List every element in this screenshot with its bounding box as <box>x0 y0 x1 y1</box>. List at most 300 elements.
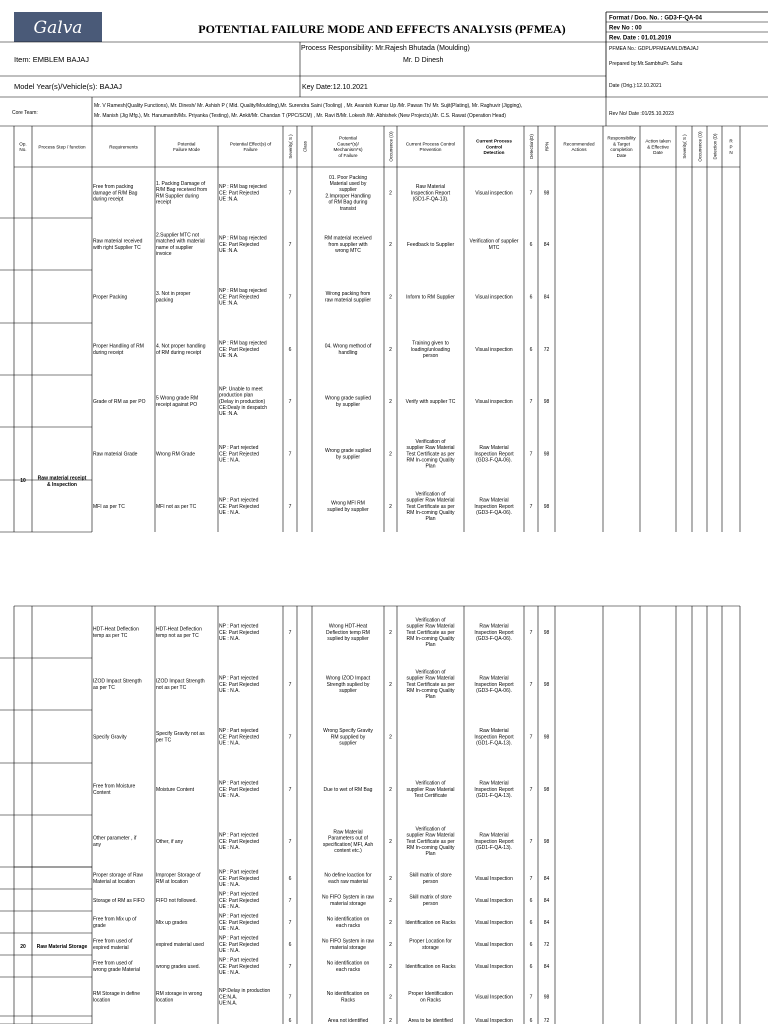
detection-value: 6 <box>529 941 533 948</box>
failure-mode-text: receipt against PO <box>156 401 198 408</box>
detection-text: Visual Inspection <box>475 994 513 1001</box>
detection-value: 7 <box>529 503 533 510</box>
failure-mode-text: matched with material <box>156 238 205 245</box>
detection-value: 6 <box>529 897 533 904</box>
rpn-value: 98 <box>543 190 550 197</box>
model-label: Model Year(s)/Vehicle(s): BAJAJ <box>14 82 122 91</box>
detection-text: Visual Inspection <box>475 897 513 904</box>
effect-text: NP : Part rejected <box>219 728 259 735</box>
prevention-text: Plan <box>425 463 436 470</box>
cause-text: Wrong Specify Gravity <box>323 728 373 735</box>
prevention-text: Feedback to Supplier <box>406 241 455 248</box>
cause-text: Area not identified <box>327 1017 369 1024</box>
process-step: Raw Material Storage <box>36 943 88 950</box>
effect-text: CE: Part Rejected <box>219 838 260 845</box>
failure-mode-text: 2.Supplier MTC not <box>156 232 200 239</box>
prevention-text: Verification of <box>415 438 446 445</box>
occurrence-value: 2 <box>389 346 392 353</box>
effect-text: UE : N.A. <box>219 740 240 747</box>
requirement-text: during receipt <box>93 196 124 203</box>
requirement-text: with right Supplier TC <box>93 244 141 251</box>
requirement-text: Grade of RM as per PO <box>93 398 146 405</box>
rpn-value: 98 <box>543 786 550 793</box>
occurrence-value: 2 <box>389 963 392 970</box>
column-header: Cause*(s)/ <box>337 141 359 147</box>
column-header: Requirements <box>109 144 138 150</box>
occurrence-value: 2 <box>389 734 392 741</box>
prevention-text: on Racks <box>420 997 441 1004</box>
prevention-text: Test Certificate as per <box>406 681 455 688</box>
cause-text: Strength suplied by <box>326 681 370 688</box>
effect-text: UE : N.A. <box>219 882 240 888</box>
occurrence-value: 2 <box>389 241 392 248</box>
occurrence-value: 2 <box>389 294 392 301</box>
detection-text: Visual inspection <box>475 190 513 197</box>
prevention-text: Plan <box>425 851 436 858</box>
requirement-text: Content <box>93 789 111 796</box>
cause-text: content etc.) <box>334 848 362 855</box>
column-header: Recommended <box>563 141 595 147</box>
core-team-line-2: Mr. Manish (Jig Mfg.), Mr. Hanumanth/Ms. Priyanka (Testing), Mr. Ankit/Mr. Chandan T (PPC/SCM) , Mr. Ravi B/Mr. Lokesh /Mr. Abhishek (New Projects),Mr. C.S. Rawat (Operation Head) <box>94 113 506 119</box>
failure-mode-text: R/M Bag received from <box>156 187 208 194</box>
column-header: Mechanism*s) <box>333 147 363 153</box>
failure-mode-text: RM Supplier during <box>156 193 199 200</box>
cause-text: No identification on <box>326 991 370 998</box>
effect-text: NP : Part rejected <box>219 869 259 876</box>
detection-text: Visual Inspection <box>475 941 513 948</box>
effect-text: CE: Part Rejected <box>219 786 260 793</box>
severity-value: 6 <box>288 1017 292 1024</box>
effect-text: UE : N.A. <box>219 793 240 799</box>
effect-text: CE: Part Rejected <box>219 503 260 510</box>
effect-text: CE: Part Rejected <box>219 963 260 970</box>
rpn-value: 98 <box>543 681 550 688</box>
prevention-text: Training given to <box>412 340 449 347</box>
detection-text: Visual Inspection <box>475 1017 513 1024</box>
effect-text: CE: Part Rejected <box>219 629 260 636</box>
prevention-text: person <box>422 353 439 359</box>
column-header: Failure Mode <box>173 147 200 153</box>
prevention-text: RM In-coming Quality <box>406 688 455 694</box>
failure-mode-text: per TC <box>156 737 172 744</box>
requirement-text: Material at location <box>93 878 135 885</box>
occurrence-value: 2 <box>389 398 392 405</box>
detection-value: 7 <box>529 838 533 845</box>
effect-text: NP : Part rejected <box>219 445 259 452</box>
document-title: POTENTIAL FAILURE MODE AND EFFECTS ANALYSIS (PFMEA) <box>198 22 566 36</box>
cause-text: 01. Poor Packing <box>328 174 368 181</box>
failure-mode-text: receipt <box>156 199 172 206</box>
cause-text: by supplier <box>335 454 361 461</box>
occurrence-value: 2 <box>389 897 392 904</box>
detection-text: Raw Material <box>479 675 509 682</box>
cause-text: Material used by <box>329 181 367 187</box>
occurrence-value: 2 <box>389 919 392 926</box>
occurrence-value: 2 <box>389 629 392 636</box>
severity-value: 7 <box>288 897 292 904</box>
requirement-text: Proper Handling of RM <box>93 343 144 350</box>
severity-value: 6 <box>288 346 292 353</box>
prevention-text: Skill matrix of store <box>409 894 452 901</box>
column-header: Detection (D) <box>712 133 718 160</box>
cause-text: suplied by supplier <box>327 506 369 513</box>
severity-value: 7 <box>288 681 292 688</box>
prevention-text: RM In-coming Quality <box>406 457 455 464</box>
requirement-text: Storage of RM as FIFO <box>93 897 145 904</box>
effect-text: CE: Part Rejected <box>219 190 260 197</box>
effect-text: CE:N.A. <box>219 994 238 1001</box>
failure-mode-text: FIFO not followed. <box>156 897 197 904</box>
prevention-text: Test Certificate as per <box>406 629 455 636</box>
requirement-text: Proper storage of Raw <box>93 872 144 879</box>
effect-text: CE: Part Rejected <box>219 875 260 882</box>
logo-text: Galva <box>33 18 83 38</box>
rev-date: Rev. Date : 01.01.2019 <box>609 35 672 42</box>
cause-text: supplier <box>339 187 357 194</box>
effect-text: CE: Part Rejected <box>219 451 260 458</box>
failure-mode-text: Moisture Content <box>156 786 195 793</box>
detection-value: 7 <box>529 994 533 1001</box>
cause-text: Wrong IZOD Impact <box>325 675 371 682</box>
column-header: Op. <box>19 141 27 147</box>
requirement-text: Free from packing <box>93 184 134 191</box>
severity-value: 7 <box>288 786 292 793</box>
prevention-text: supplier Raw Material <box>406 786 455 793</box>
requirement-text: Raw material Grade <box>93 451 138 458</box>
rpn-value: 84 <box>543 241 550 248</box>
process-responsibility-2: Mr. D Dinesh <box>403 57 444 64</box>
effect-text: CE: Part Rejected <box>219 897 260 904</box>
detection-text: Verification of supplier <box>469 238 519 245</box>
detection-text: (GD1-F-QA-13). <box>476 740 512 747</box>
requirement-text: Proper Packing <box>93 294 128 301</box>
column-header: Potential <box>339 135 357 141</box>
effect-text: UE :N.A. <box>219 353 239 359</box>
prevention-text: RM In-coming Quality <box>406 845 455 851</box>
severity-value: 6 <box>288 941 292 948</box>
rpn-value: 72 <box>543 346 550 353</box>
effect-text: UE : N.A. <box>219 636 240 642</box>
column-header: Failure <box>243 147 258 153</box>
column-header: Date <box>653 150 663 156</box>
prevention-text: Plan <box>425 694 436 701</box>
process-responsibility: Process Responsibility: Mr.Rajesh Bhutada (Moulding) <box>301 45 470 52</box>
failure-mode-text: MFI not as per TC <box>156 503 197 510</box>
cause-text: Wrong packing from <box>325 291 371 298</box>
prevention-text: Inspection Report <box>410 190 451 197</box>
column-header: Process Step / function <box>38 144 86 150</box>
effect-text: UE:N.A. <box>219 1000 238 1007</box>
detection-text: Inspection Report <box>474 451 514 458</box>
cause-text: material storage <box>330 944 366 951</box>
cause-text: each racks <box>335 966 361 973</box>
failure-mode-text: Improper Storage of <box>156 872 201 879</box>
failure-mode-text: IZOD Impact Strength <box>156 678 205 685</box>
prevention-text: storage <box>422 944 439 951</box>
column-header: Occurrence (O) <box>697 131 703 162</box>
prevention-text: Verify with supplier TC <box>405 398 456 405</box>
cause-text: each raw material <box>328 878 368 885</box>
failure-mode-text: invoice <box>156 251 172 258</box>
failure-mode-text: expired material used <box>156 941 204 948</box>
detection-value: 6 <box>529 241 533 248</box>
detection-value: 6 <box>529 1017 533 1024</box>
column-header: Detection(D) <box>528 134 534 159</box>
prevention-text: Test Certificate as per <box>406 503 455 510</box>
detection-text: Visual Inspection <box>475 875 513 882</box>
column-header: Actions <box>571 147 587 153</box>
cause-text: suplied by supplier <box>327 636 369 642</box>
cause-text: supplier <box>339 740 357 747</box>
column-header: Class <box>302 141 308 152</box>
failure-mode-text: HDT-Heat Deflection <box>156 626 202 633</box>
effect-text: NP : Part rejected <box>219 780 259 787</box>
prevention-text: supplier Raw Material <box>406 623 455 630</box>
effect-text: NP : Part rejected <box>219 935 259 942</box>
failure-mode-text: Mix up grades <box>156 919 188 926</box>
cause-text: No define loaction for <box>324 872 372 879</box>
prevention-text: Area to be identified <box>408 1017 453 1024</box>
column-header: P <box>729 144 733 150</box>
effect-text: UE : N.A. <box>219 688 240 694</box>
process-step: Raw material receipt <box>37 475 87 482</box>
effect-text: NP : Part rejected <box>219 891 259 898</box>
detection-text: Inspection Report <box>474 838 514 845</box>
severity-value: 7 <box>288 241 292 248</box>
effect-text: NP : RM bag rejected <box>219 340 267 347</box>
requirement-text: RM Storage in define <box>93 991 140 998</box>
cause-text: Wrong grade suplied <box>324 395 372 402</box>
column-header: Severity( S ) <box>287 134 293 159</box>
cause-text: of RM Bag during <box>328 199 368 206</box>
detection-text: (GD1-F-QA-13). <box>476 793 512 799</box>
cause-text: raw material supplier <box>324 297 372 304</box>
detection-text: Inspection Report <box>474 503 514 510</box>
pfmea-no: PFMEA No.: GDPL/PFMEA/MLD/BAJAJ <box>609 46 699 52</box>
effect-text: production plan <box>219 392 254 399</box>
cause-text: material storage <box>330 900 366 907</box>
cause-text: Racks <box>341 997 355 1004</box>
core-team-line-1: Mr. V Ramesh(Quality Functions), Mr. Dinesh/ Mr. Ashish P ( Mld. Quality/Moulding),Mr. Surendra Saini (Tooling) , Mr. Avanish Kumar Up /Mr. Pawan Th/ Mr. Sujit(Plating), Mr. Raghuvir (Jigging), <box>94 103 523 109</box>
cause-text: RM supplied by <box>330 734 366 741</box>
cause-text: Due to wet of RM Bag <box>323 786 373 793</box>
severity-value: 7 <box>288 398 292 405</box>
requirement-text: Other parameter , if <box>93 835 137 842</box>
rpn-value: 84 <box>543 875 550 882</box>
effect-text: UE :N.A. <box>219 411 239 418</box>
prevention-text: supplier Raw Material <box>406 497 455 504</box>
op-number: 20 <box>20 943 26 950</box>
process-step: & Inspection <box>46 481 78 488</box>
cause-text: specification( MFI, Ash <box>322 841 374 848</box>
date-orig: Date (Orig.):12.10.2021 <box>609 83 662 89</box>
prevention-text: person <box>422 878 439 885</box>
rpn-value: 84 <box>543 919 550 926</box>
rev-no: Rev No : 00 <box>609 25 642 32</box>
occurrence-value: 2 <box>389 681 392 688</box>
failure-mode-text: wrong grades used. <box>156 963 200 970</box>
detection-text: (GD3-F-QA-06). <box>476 636 512 642</box>
prevention-text: Plan <box>425 642 436 649</box>
key-date: Key Date:12.10.2021 <box>302 84 368 91</box>
cause-text: each racks <box>335 922 361 929</box>
rpn-value: 98 <box>543 503 550 510</box>
prevention-text: RM In-coming Quality <box>406 636 455 642</box>
prevention-text: Inform to RM Supplier <box>406 294 455 301</box>
occurrence-value: 2 <box>389 451 392 458</box>
prevention-text: supplier Raw Material <box>406 445 455 452</box>
effect-text: UE : N.A. <box>219 457 240 464</box>
severity-value: 7 <box>288 294 292 301</box>
requirement-text: wrong grade Material <box>93 966 140 973</box>
cause-text: wrong MTC <box>335 248 361 254</box>
detection-text: Visual Inspection <box>475 963 513 970</box>
prevention-text: Identification on Racks <box>405 963 456 970</box>
prevention-text: Skill matrix of store <box>409 872 452 879</box>
prevention-text: Proper Location for <box>409 938 452 945</box>
cause-text: 04. Wrong method of <box>324 343 372 350</box>
prevention-text: (GD1-F-QA-13). <box>412 196 449 203</box>
cause-text: from supplier with <box>328 241 368 248</box>
severity-value: 7 <box>288 838 292 845</box>
occurrence-value: 2 <box>389 503 392 510</box>
failure-mode-text: 4. Not proper handling <box>156 343 206 350</box>
core-team-label: Core Team: <box>12 110 38 116</box>
effect-text: NP : Part rejected <box>219 832 259 839</box>
prevention-text: loading/unloading <box>410 346 451 353</box>
failure-mode-text: 3. Not in proper <box>156 291 191 298</box>
op-number: 10 <box>20 477 26 484</box>
requirement-text: Free from used of <box>93 938 133 945</box>
detection-value: 6 <box>529 346 533 353</box>
detection-text: Visual inspection <box>475 346 513 353</box>
cause-text: transist <box>339 205 357 212</box>
column-header: Occurrence (O) <box>388 131 394 162</box>
column-header: Action taken <box>645 138 671 144</box>
cause-text: Wrong grade suplied <box>324 448 372 455</box>
effect-text: UE : N.A. <box>219 970 240 976</box>
requirement-text: Free from used of <box>93 960 133 967</box>
occurrence-value: 2 <box>389 786 392 793</box>
effect-text: (Delay in production) <box>219 398 266 405</box>
item-label: Item: EMBLEM BAJAJ <box>14 55 90 64</box>
requirement-text: during receipt <box>93 349 124 356</box>
cause-text: handling <box>338 349 358 356</box>
cause-text: Wrong MFI RM <box>331 500 365 507</box>
failure-mode-text: 1. Packing Damage of <box>156 181 206 187</box>
effect-text: CE: Part Rejected <box>219 346 260 353</box>
requirement-text: any <box>93 841 102 848</box>
column-header: & Effective <box>647 144 669 150</box>
detection-text: Inspection Report <box>474 786 514 793</box>
prevention-text: Proper Identification <box>408 991 453 998</box>
cause-text: No FIFO System in raw <box>322 938 374 945</box>
cause-text: Raw Material <box>333 829 363 836</box>
detection-text: Raw Material <box>479 728 509 735</box>
effect-text: UE : N.A. <box>219 926 240 932</box>
requirement-text: Specify Gravity <box>93 734 127 741</box>
requirement-text: expired material <box>93 944 129 951</box>
prevention-text: Plan <box>425 516 436 523</box>
detection-text: (GD3-F-QA-06). <box>476 510 512 516</box>
detection-value: 7 <box>529 451 533 458</box>
occurrence-value: 2 <box>389 838 392 845</box>
requirement-text: temp as per TC <box>93 632 128 639</box>
detection-text: Raw Material <box>479 497 509 504</box>
failure-mode-text: RM at location <box>156 878 188 885</box>
severity-value: 7 <box>288 190 292 197</box>
effect-text: UE :N.A. <box>219 196 239 203</box>
detection-value: 7 <box>529 734 533 741</box>
cause-text: Parameters out of <box>328 835 368 842</box>
detection-value: 7 <box>529 190 533 197</box>
detection-text: (GD3-F-QA-06). <box>476 688 512 694</box>
prevention-text: supplier Raw Material <box>406 832 455 839</box>
detection-text: MTC <box>488 244 500 251</box>
cause-text: RM material received <box>324 235 372 242</box>
rpn-value: 72 <box>543 1017 550 1024</box>
requirement-text: Free from Mix up of <box>93 916 137 923</box>
rpn-value: 98 <box>543 398 550 405</box>
effect-text: UE : N.A. <box>219 510 240 516</box>
severity-value: 6 <box>288 875 292 882</box>
failure-mode-text: Wrong RM Grade <box>156 451 196 458</box>
detection-text: Visual inspection <box>475 398 513 405</box>
prevention-text: person <box>422 900 439 907</box>
column-header: Severity( S ) <box>681 134 687 159</box>
detection-value: 6 <box>529 919 533 926</box>
requirement-text: as per TC <box>93 684 115 691</box>
occurrence-value: 2 <box>389 875 392 882</box>
cause-text: Deflection temp RM <box>326 629 370 636</box>
requirement-text: IZOD Impact Strength <box>93 678 142 685</box>
column-header: Current Process <box>476 138 512 144</box>
effect-text: UE :N.A. <box>219 300 239 307</box>
detection-text: Raw Material <box>479 780 509 787</box>
column-header: RPN <box>544 141 550 152</box>
detection-text: (GD3-F-QA-06). <box>476 457 512 464</box>
prevention-text: Verification of <box>415 491 446 498</box>
effect-text: NP : RM bag rejected <box>219 184 267 191</box>
effect-text: UE : N.A. <box>219 904 240 910</box>
failure-mode-text: RM storage in wrong <box>156 991 203 998</box>
detection-value: 7 <box>529 875 533 882</box>
effect-text: NP : RM bag rejected <box>219 235 267 242</box>
cause-text: supplier <box>339 688 357 694</box>
cause-text: Wrong HDT-Heat <box>328 623 368 630</box>
column-header: Responsibility <box>607 135 636 141</box>
column-header: Date <box>616 153 627 158</box>
prevention-text: Identification on Racks <box>405 919 456 926</box>
column-header: & Target <box>612 141 631 147</box>
detection-text: Inspection Report <box>474 629 514 636</box>
rpn-value: 98 <box>543 451 550 458</box>
effect-text: NP : Part rejected <box>219 623 259 630</box>
column-header: R <box>729 138 733 144</box>
rpn-value: 84 <box>543 963 550 970</box>
effect-text: CE: Part Rejected <box>219 919 260 926</box>
effect-text: NP : Part rejected <box>219 497 259 504</box>
effect-text: CE:Dealy in despatch <box>219 405 268 411</box>
detection-text: Raw Material <box>479 445 509 452</box>
column-header: Potential Effect(s) of <box>229 141 272 147</box>
prevention-text: Test Certificate as per <box>406 451 455 458</box>
severity-value: 7 <box>288 994 292 1001</box>
cause-text: 2.Improper Handling <box>325 193 371 200</box>
cause-text: No FIFO System in raw <box>322 894 374 901</box>
cause-text: by supplier <box>335 401 361 408</box>
detection-text: Raw Material <box>479 832 509 839</box>
